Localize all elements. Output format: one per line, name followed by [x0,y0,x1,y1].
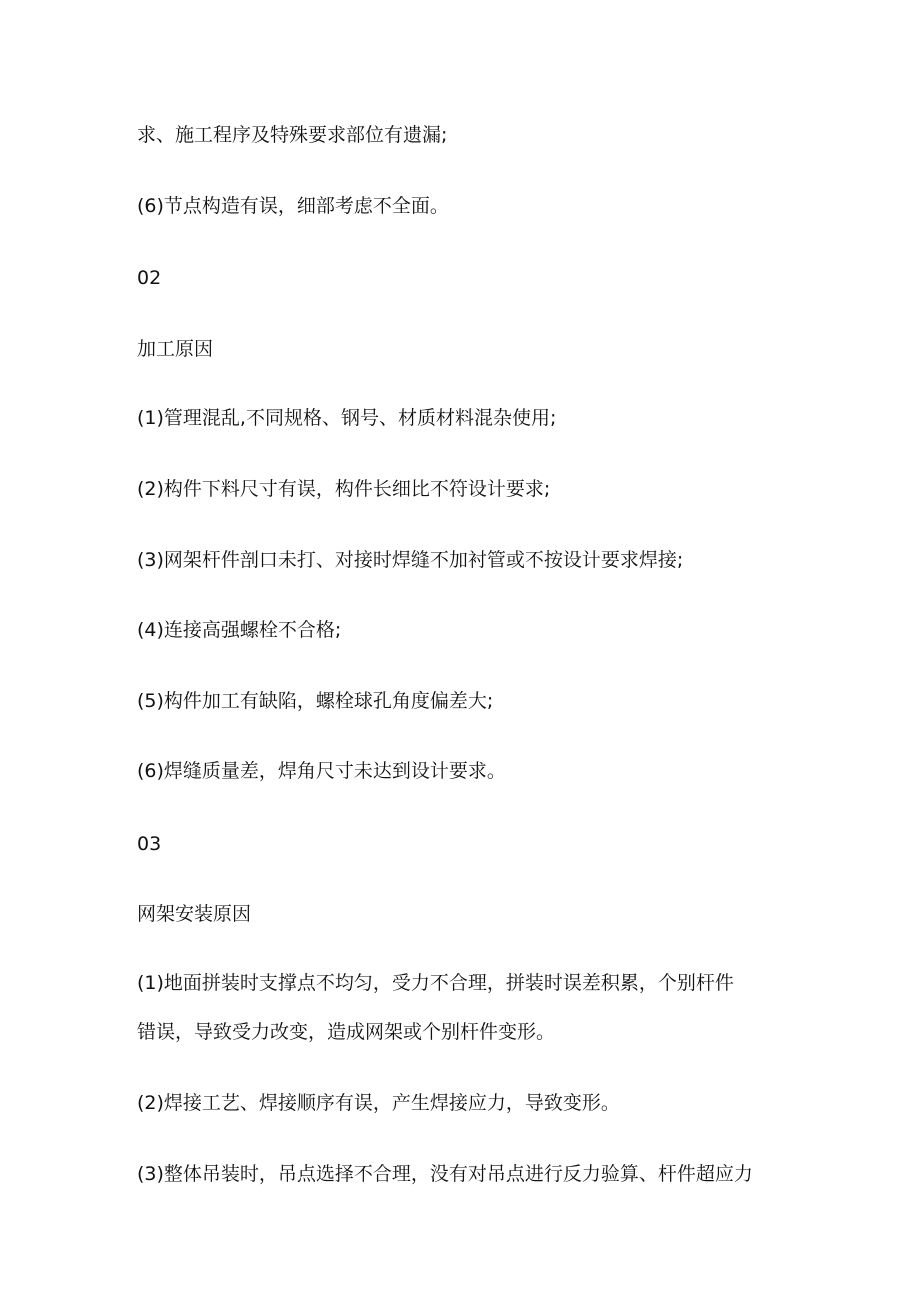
list-item: (3)网架杆件剖口未打、对接时焊缝不加衬管或不按设计要求焊接; [137,549,684,571]
list-item: (6)焊缝质量差，焊角尺寸未达到设计要求。 [137,760,506,782]
list-item: (2)焊接工艺、焊接顺序有误，产生焊接应力，导致变形。 [137,1092,620,1114]
section-heading: 加工原因 [137,338,214,360]
text-line: 求、施工程序及特殊要求部位有遗漏; [137,124,448,146]
text-line: (6)节点构造有误，细部考虑不全面。 [137,195,449,217]
section-number: 02 [137,267,162,289]
list-item: (5)构件加工有缺陷，螺栓球孔角度偏差大; [137,690,494,712]
section-number: 03 [137,833,162,855]
list-item: (1)地面拼装时支撑点不均匀，受力不合理，拼装时误差积累，个别杆件 [137,972,734,994]
list-item: (4)连接高强螺栓不合格; [137,619,342,641]
list-item: (1)管理混乱,不同规格、钢号、材质材料混杂使用; [137,407,557,429]
section-heading: 网架安装原因 [137,903,252,925]
list-item: (2)构件下料尺寸有误，构件长细比不符设计要求; [137,478,551,500]
list-item: (3)整体吊装时，吊点选择不合理，没有对吊点进行反力验算、杆件超应力 [137,1163,753,1185]
list-item-continuation: 错误，导致受力改变，造成网架或个别杆件变形。 [137,1021,556,1043]
